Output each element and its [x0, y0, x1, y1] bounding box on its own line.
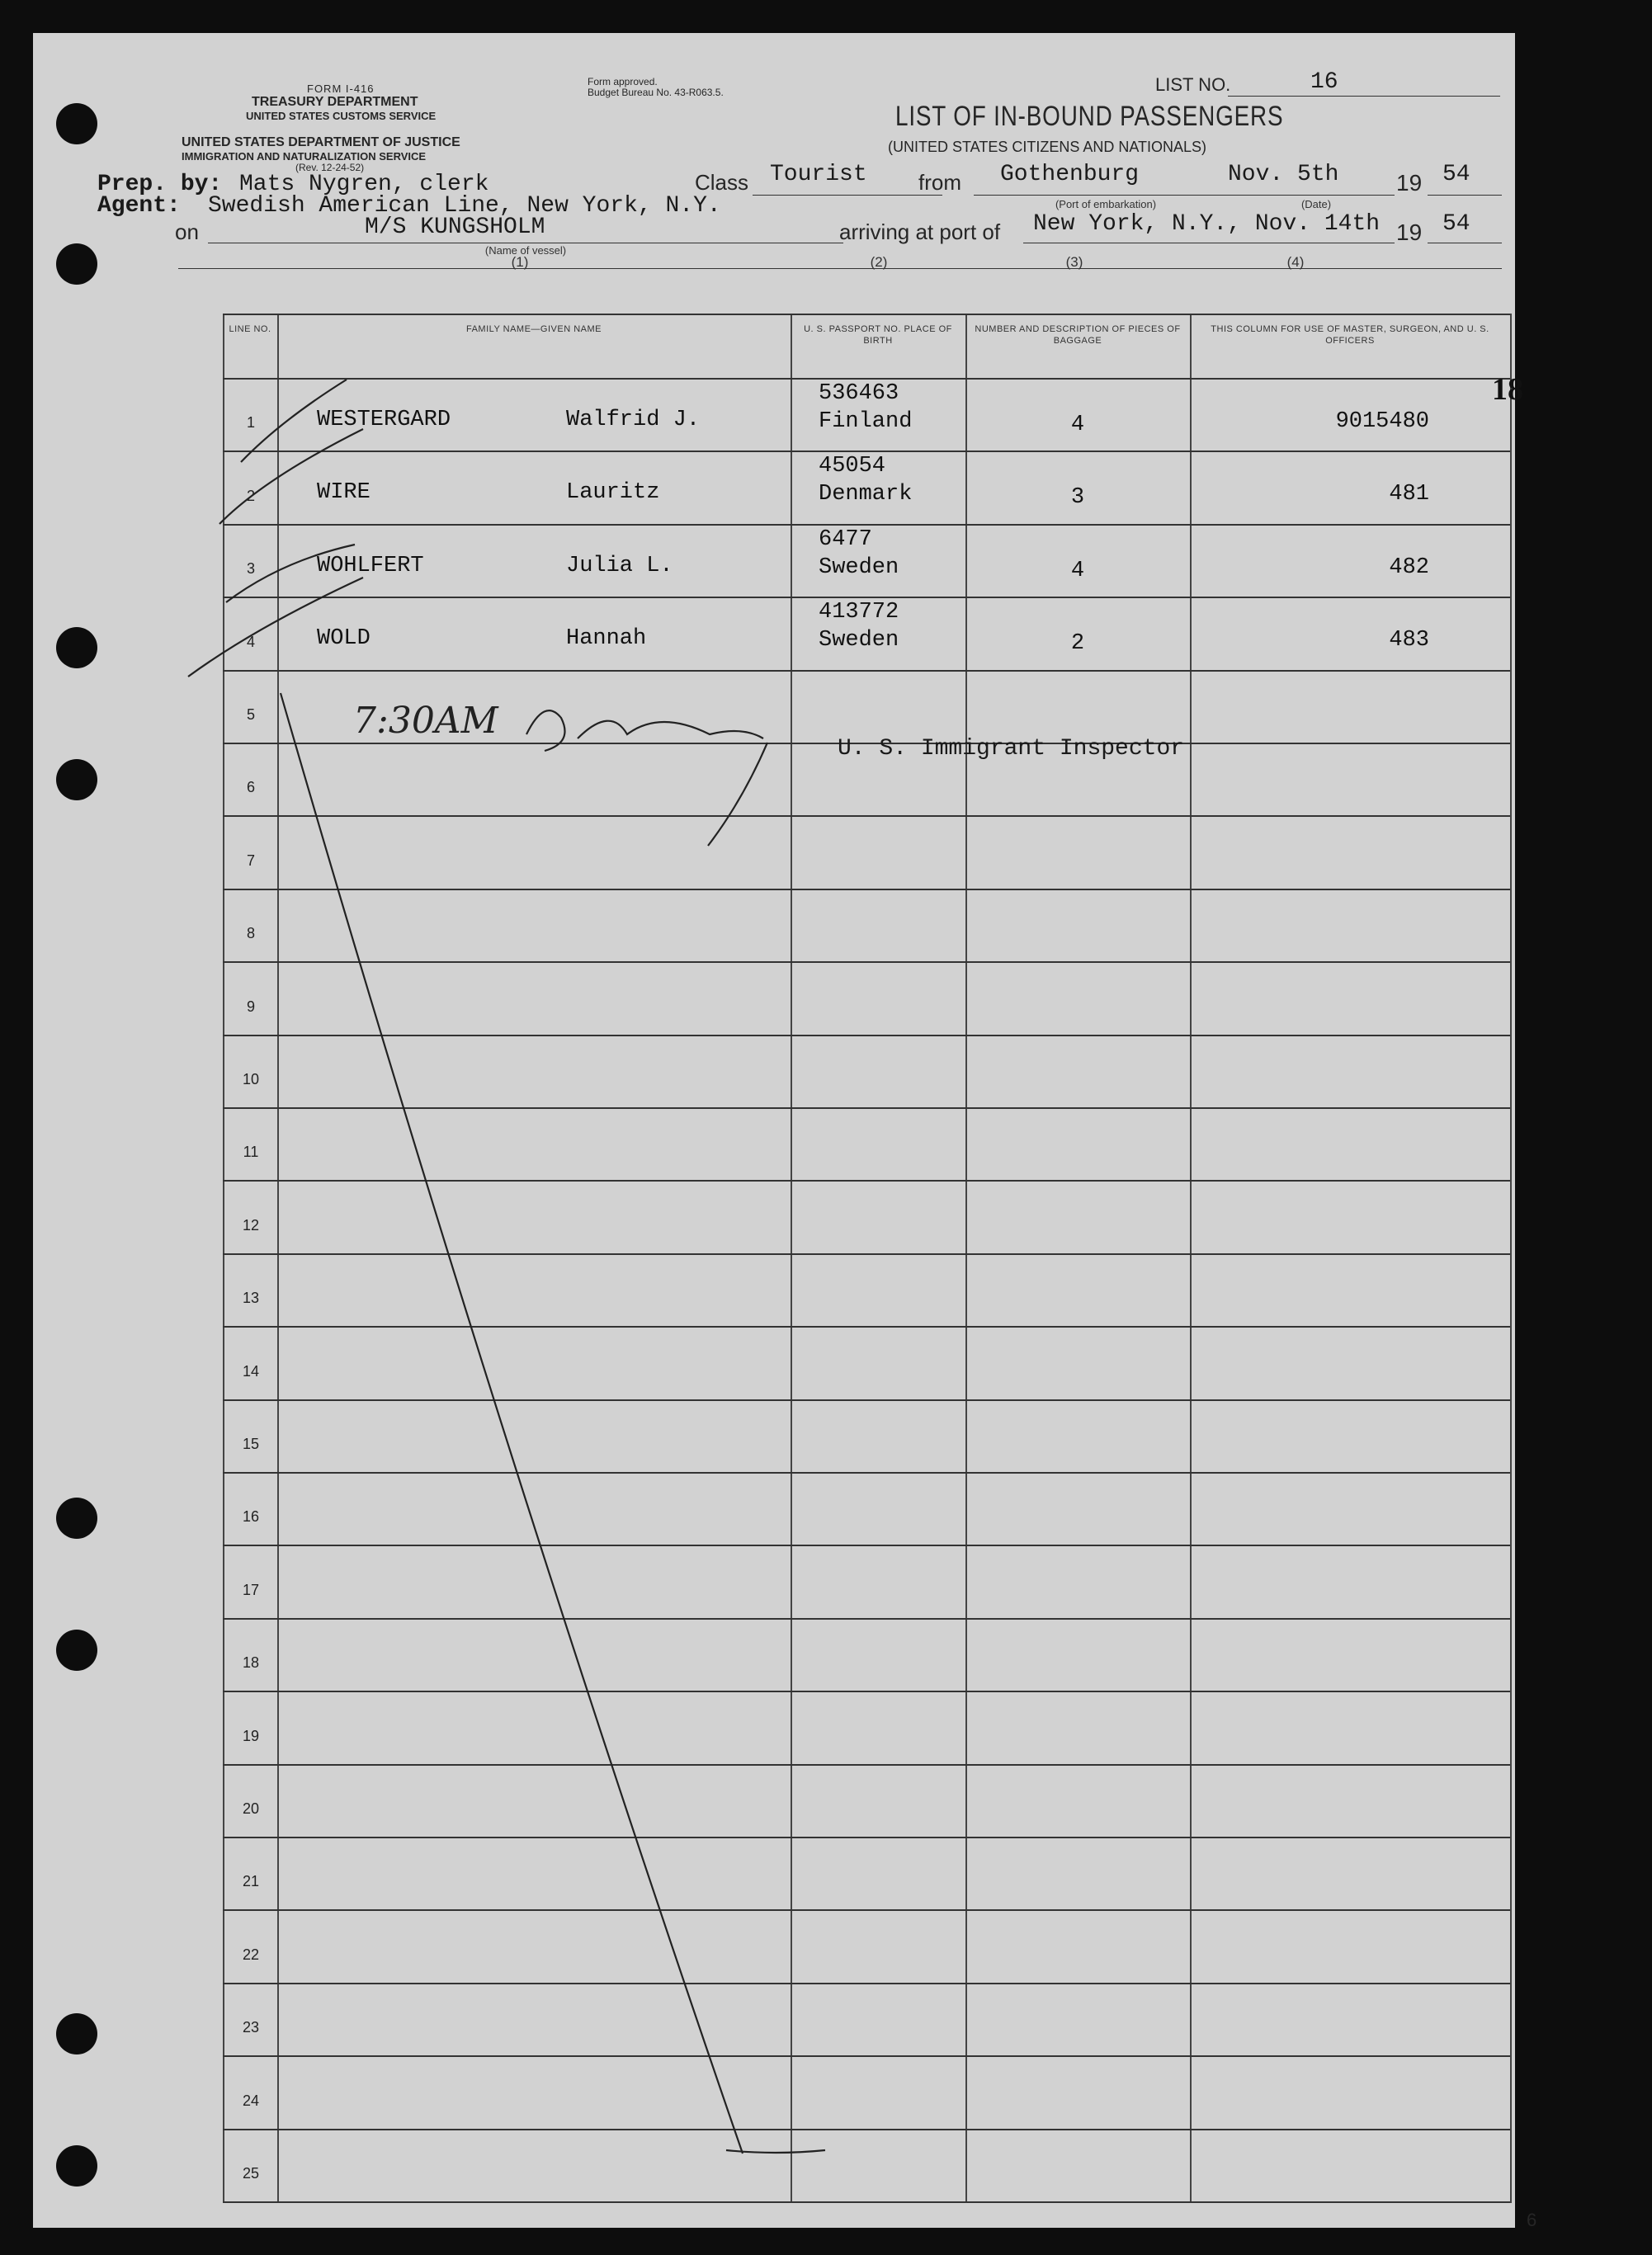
arriving-label: arriving at port of — [839, 219, 1001, 244]
revision-date: (Rev. 12-24-52) — [295, 162, 365, 173]
family-name: WOHLFERT — [317, 553, 424, 578]
header-baggage: NUMBER AND DESCRIPTION OF PIECES OF BAGGAGE — [975, 324, 1181, 346]
from-value: Gothenburg — [1000, 162, 1140, 187]
class-label: Class — [695, 170, 749, 195]
passport-number: 536463 — [819, 381, 899, 406]
page-subtitle: (UNITED STATES CITIZENS AND NATIONALS) — [888, 139, 1207, 155]
header-passport: U. S. PASSPORT NO. PLACE OF BIRTH — [804, 324, 952, 346]
baggage-count: 4 — [1070, 558, 1085, 583]
line-number: 2 — [246, 487, 255, 504]
line-number: 24 — [242, 2092, 260, 2109]
line-number: 23 — [242, 2019, 260, 2036]
family-name: WOLD — [317, 626, 371, 652]
inspector-note: U. S. Immigrant Inspector — [838, 736, 1185, 762]
agent-label: Agent: — [97, 193, 181, 219]
form-approved: Form approved. — [588, 76, 658, 87]
passport-number: 6477 — [819, 526, 872, 552]
prep-value: Mats Nygren, clerk — [239, 172, 489, 197]
header-name: FAMILY NAME—GIVEN NAME — [465, 324, 602, 334]
list-no-value: 16 — [1310, 69, 1338, 95]
passport-number: 45054 — [819, 454, 886, 479]
family-name: WIRE — [317, 480, 371, 506]
line-number: 12 — [242, 1216, 260, 1234]
birthplace: Denmark — [819, 482, 913, 507]
line-number: 17 — [242, 1581, 260, 1598]
year-prefix: 19 — [1396, 170, 1423, 196]
officer-number: 481 — [1389, 482, 1429, 507]
treasury-dept: TREASURY DEPARTMENT — [252, 95, 418, 109]
header-line: LINE NO. — [229, 324, 271, 334]
check-mark — [241, 380, 347, 462]
baggage-count: 4 — [1070, 413, 1085, 437]
arrival-year-prefix: 19 — [1396, 219, 1423, 245]
given-name: Lauritz — [566, 480, 660, 506]
line-number: 8 — [246, 925, 255, 942]
line-number: 13 — [242, 1290, 260, 1307]
line-number: 4 — [246, 633, 255, 650]
baggage-count: 3 — [1070, 485, 1085, 511]
line-number: 11 — [243, 1144, 259, 1161]
vessel-caption: (Name of vessel) — [484, 244, 567, 257]
check-mark — [188, 578, 363, 677]
line-number: 20 — [242, 1800, 260, 1817]
line-number: 18 — [242, 1654, 260, 1672]
line-number: 19 — [242, 1727, 260, 1744]
ins-service: IMMIGRATION AND NATURALIZATION SERVICE — [182, 150, 427, 163]
side-number: 18 — [1492, 372, 1523, 407]
line-number: 15 — [242, 1436, 260, 1452]
birthplace: Sweden — [819, 628, 899, 653]
line-number: 14 — [242, 1362, 260, 1380]
officer-number: 482 — [1389, 554, 1429, 580]
given-name: Julia L. — [566, 553, 673, 578]
check-mark — [219, 429, 363, 524]
date-value: Nov. 5th — [1228, 162, 1339, 187]
arrival-value: New York, N.Y., Nov. 14th — [1033, 211, 1381, 237]
birthplace: Sweden — [819, 554, 899, 580]
list-no-label: LIST NO. — [1155, 74, 1231, 95]
line-number: 10 — [242, 1071, 260, 1087]
inspector-signature — [526, 710, 565, 751]
page-title: LIST OF IN-BOUND PASSENGERS — [895, 101, 1284, 132]
header-officers: THIS COLUMN FOR USE OF MASTER, SURGEON, AND U. S. OFFICERS — [1211, 324, 1489, 346]
from-label: from — [918, 170, 961, 195]
birthplace: Finland — [819, 409, 913, 434]
customs-service: UNITED STATES CUSTOMS SERVICE — [246, 110, 437, 122]
port-caption: (Port of embarkation) — [1055, 198, 1157, 210]
justice-dept: UNITED STATES DEPARTMENT OF JUSTICE — [182, 135, 460, 149]
line-number: 3 — [246, 560, 255, 578]
baggage-count: 2 — [1070, 631, 1085, 657]
footer-mark: 6 — [1527, 2210, 1537, 2230]
date-caption: (Date) — [1300, 198, 1332, 210]
col-num-2: (2) — [870, 254, 888, 270]
arrival-year-suffix: 54 — [1442, 211, 1470, 237]
on-label: on — [175, 219, 199, 244]
prep-label: Prep. by: — [97, 172, 223, 197]
manifest-page — [33, 33, 1537, 2230]
col-num-3: (3) — [1065, 254, 1083, 270]
line-number: 1 — [246, 414, 255, 432]
family-name: WESTERGARD — [317, 408, 451, 432]
given-name: Walfrid J. — [566, 408, 701, 432]
check-mark — [226, 545, 355, 602]
col-num-1: (1) — [511, 254, 529, 270]
given-name: Hannah — [566, 626, 647, 652]
line-number: 6 — [246, 779, 255, 796]
line-number: 16 — [242, 1508, 260, 1526]
line-number: 21 — [242, 1873, 260, 1890]
time-note: 7:30AM — [353, 700, 498, 742]
line-number: 9 — [246, 998, 255, 1015]
line-number: 7 — [246, 852, 255, 869]
line-number: 5 — [246, 706, 255, 723]
year-suffix: 54 — [1442, 162, 1470, 187]
col-num-4: (4) — [1286, 254, 1305, 270]
line-number: 25 — [242, 2165, 260, 2182]
vessel-name: M/S KUNGSHOLM — [365, 215, 545, 240]
form-number: FORM I-416 — [307, 83, 375, 95]
class-value: Tourist — [770, 162, 867, 187]
passport-number: 413772 — [819, 600, 899, 625]
line-number: 22 — [242, 1946, 260, 1963]
pen-strokes — [33, 33, 1515, 2228]
cancellation-line — [281, 693, 743, 2154]
budget-bureau: Budget Bureau No. 43-R063.5. — [588, 87, 724, 98]
officer-number: 483 — [1389, 628, 1429, 653]
officer-number: 9015480 — [1335, 409, 1429, 434]
agent-value: Swedish American Line, New York, N.Y. — [208, 193, 721, 219]
